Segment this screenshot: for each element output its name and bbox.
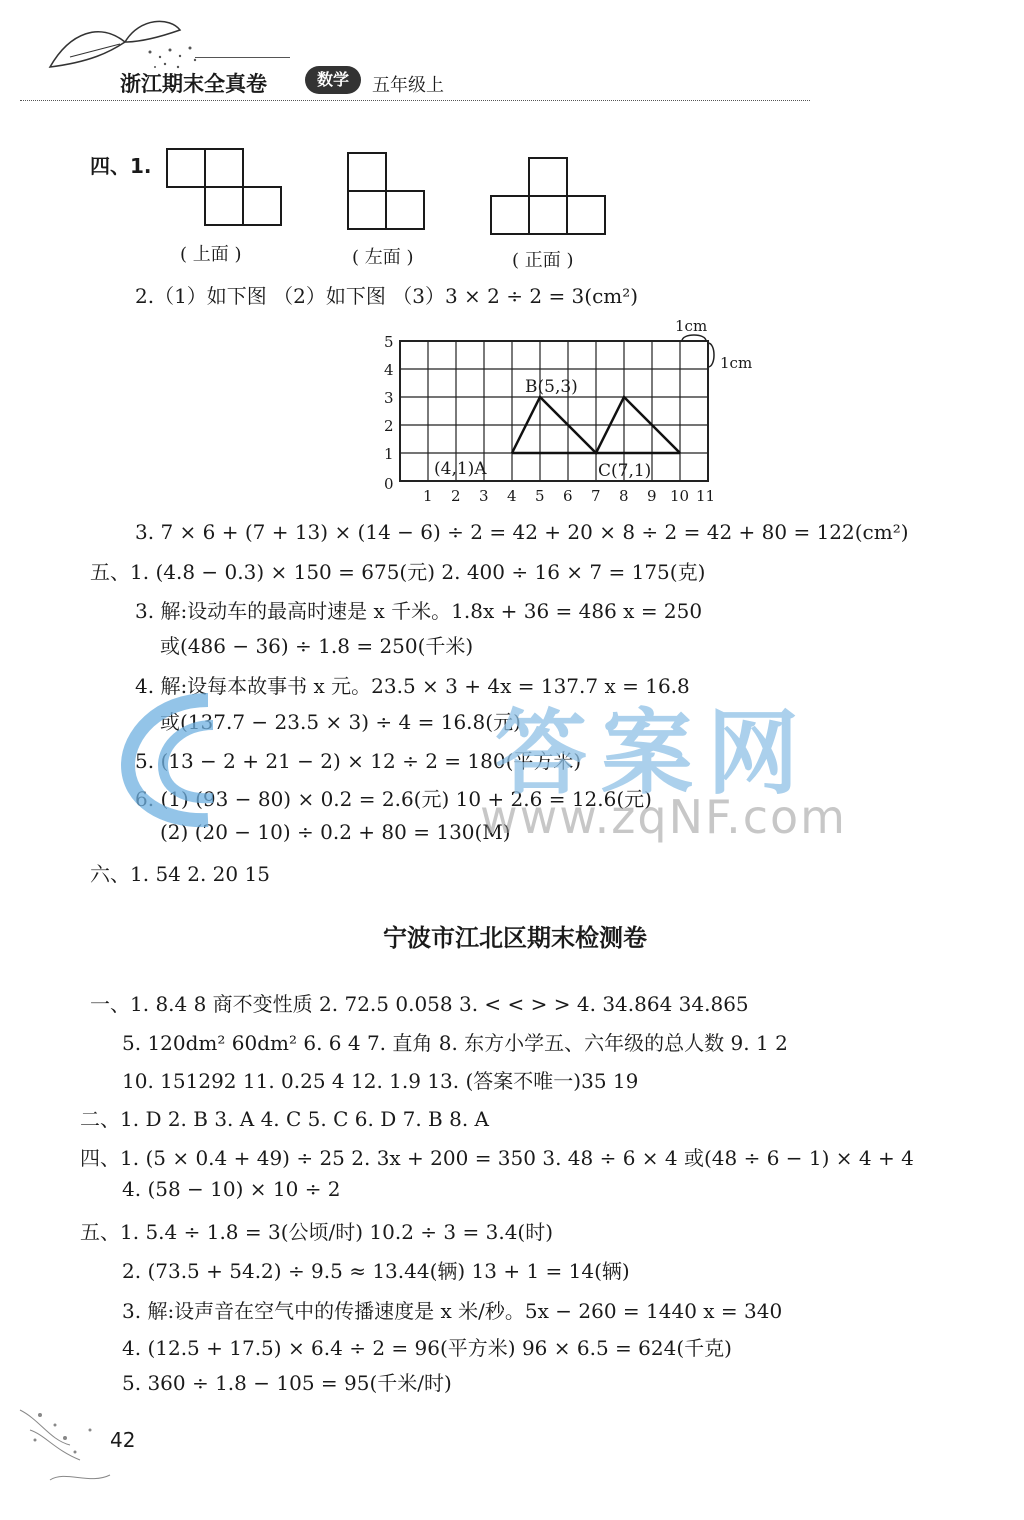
view-left-caption: ( 左面 ) bbox=[352, 247, 414, 268]
exam2-s1-line3: 10. 151292 11. 0.25 4 12. 1.9 13. (答案不唯一)35 19 bbox=[122, 1069, 639, 1093]
watermark-cn: 答案网 bbox=[495, 700, 814, 807]
exam2-s2-line1: 二、1. D 2. B 3. A 4. C 5. C 6. D 7. B 8. A bbox=[80, 1107, 489, 1131]
book-title: 浙江期末全真卷 bbox=[120, 72, 267, 96]
exam2-s5-line2: 2. (73.5 + 54.2) ÷ 9.5 ≈ 13.44(辆) 13 + 1 = 14(辆) bbox=[122, 1259, 630, 1283]
subject-label: 数学 bbox=[316, 70, 349, 89]
y-tick: 1 bbox=[384, 445, 394, 463]
exam2-s1-line1: 一、1. 8.4 8 商不变性质 2. 72.5 0.058 3. < < > > 4. 34.864 34.865 bbox=[90, 992, 749, 1016]
y-tick: 3 bbox=[384, 389, 394, 407]
y-tick: 4 bbox=[384, 361, 394, 379]
view-front-caption: ( 正面 ) bbox=[512, 250, 574, 271]
subject-badge bbox=[305, 66, 361, 94]
section5-line1: 五、1. (4.8 − 0.3) × 150 = 675(元) 2. 400 ÷ 16 × 7 = 175(克) bbox=[90, 560, 706, 584]
view-top-caption: ( 上面 ) bbox=[180, 244, 242, 265]
header-rule-top bbox=[195, 57, 290, 58]
x-tick: 4 bbox=[507, 487, 517, 505]
grade-label: 五年级上 bbox=[372, 75, 444, 96]
exam2-s5-line3: 3. 解:设声音在空气中的传播速度是 x 米/秒。5x − 260 = 1440 x = 340 bbox=[122, 1299, 783, 1323]
exam2-title: 宁波市江北区期末检测卷 bbox=[383, 924, 647, 952]
unit-top-label: 1cm bbox=[675, 317, 708, 335]
y-tick: 2 bbox=[384, 417, 394, 435]
coordinate-grid bbox=[370, 315, 770, 515]
section5-line5: 或(137.7 − 23.5 × 3) ÷ 4 = 16.8(元) bbox=[160, 710, 521, 734]
x-tick: 3 bbox=[479, 487, 489, 505]
section5-line3: 或(486 − 36) ÷ 1.8 = 250(千米) bbox=[160, 634, 474, 658]
x-tick: 1 bbox=[423, 487, 433, 505]
x-tick: 9 bbox=[647, 487, 657, 505]
x-tick: 11 bbox=[696, 487, 716, 505]
point-c-label: C(7,1) bbox=[598, 461, 652, 481]
section5-line6: 5. (13 − 2 + 21 − 2) × 12 ÷ 2 = 180(平方米) bbox=[135, 749, 582, 773]
section4-q3: 3. 7 × 6 + (7 + 13) × (14 − 6) ÷ 2 = 42 + 20 × 8 ÷ 2 = 42 + 80 = 122(cm²) bbox=[135, 520, 909, 544]
section6-line1: 六、1. 54 2. 20 15 bbox=[90, 862, 270, 886]
section4-q1-label: 四、1. bbox=[90, 154, 152, 178]
section5-line4: 4. 解:设每本故事书 x 元。23.5 × 3 + 4x = 137.7 x = 16.8 bbox=[135, 674, 690, 698]
exam2-s4-line1: 四、1. (5 × 0.4 + 49) ÷ 25 2. 3x + 200 = 350 3. 48 ÷ 6 × 4 或(48 ÷ 6 − 1) × 4 + 4 bbox=[80, 1146, 914, 1170]
point-b-label: B(5,3) bbox=[525, 377, 578, 397]
x-tick: 2 bbox=[451, 487, 461, 505]
page-number: 42 bbox=[110, 1428, 136, 1452]
exam2-s5-line4: 4. (12.5 + 17.5) × 6.4 ÷ 2 = 96(平方米) 96 × 6.5 = 624(千克) bbox=[122, 1336, 732, 1360]
section5-line2: 3. 解:设动车的最高时速是 x 千米。1.8x + 36 = 486 x = 250 bbox=[135, 599, 703, 623]
exam2-s5-line5: 5. 360 ÷ 1.8 − 105 = 95(千米/时) bbox=[122, 1371, 452, 1395]
exam2-s4-line2: 4. (58 − 10) × 10 ÷ 2 bbox=[122, 1177, 341, 1201]
section5-line7: 6. (1) (93 − 80) × 0.2 = 2.6(元) 10 + 2.6 = 12.6(元) bbox=[135, 787, 652, 811]
watermark-url: www.zqNF.com bbox=[480, 790, 847, 844]
x-tick: 5 bbox=[535, 487, 545, 505]
x-tick: 10 bbox=[670, 487, 690, 505]
section4-q2: 2.（1）如下图 （2）如下图 （3）3 × 2 ÷ 2 = 3(cm²) bbox=[135, 284, 639, 308]
x-tick: 7 bbox=[591, 487, 601, 505]
unit-side-label: 1cm bbox=[720, 354, 753, 372]
watermark-logo-icon bbox=[118, 690, 268, 830]
exam2-s1-line2: 5. 120dm² 60dm² 6. 6 4 7. 直角 8. 东方小学五、六年级的总人数 9. 1 2 bbox=[122, 1031, 788, 1055]
section5-line8: (2) (20 − 10) ÷ 0.2 + 80 = 130(M) bbox=[160, 820, 511, 844]
exam2-s5-line1: 五、1. 5.4 ÷ 1.8 = 3(公顷/时) 10.2 ÷ 3 = 3.4(时) bbox=[80, 1220, 554, 1244]
floral-ornament-icon bbox=[10, 1390, 120, 1510]
point-a-label: (4,1)A bbox=[434, 459, 487, 479]
x-tick: 6 bbox=[563, 487, 573, 505]
header-rule bbox=[20, 100, 810, 101]
x-tick: 8 bbox=[619, 487, 629, 505]
y-tick: 5 bbox=[384, 333, 394, 351]
y-tick: 0 bbox=[384, 475, 394, 493]
